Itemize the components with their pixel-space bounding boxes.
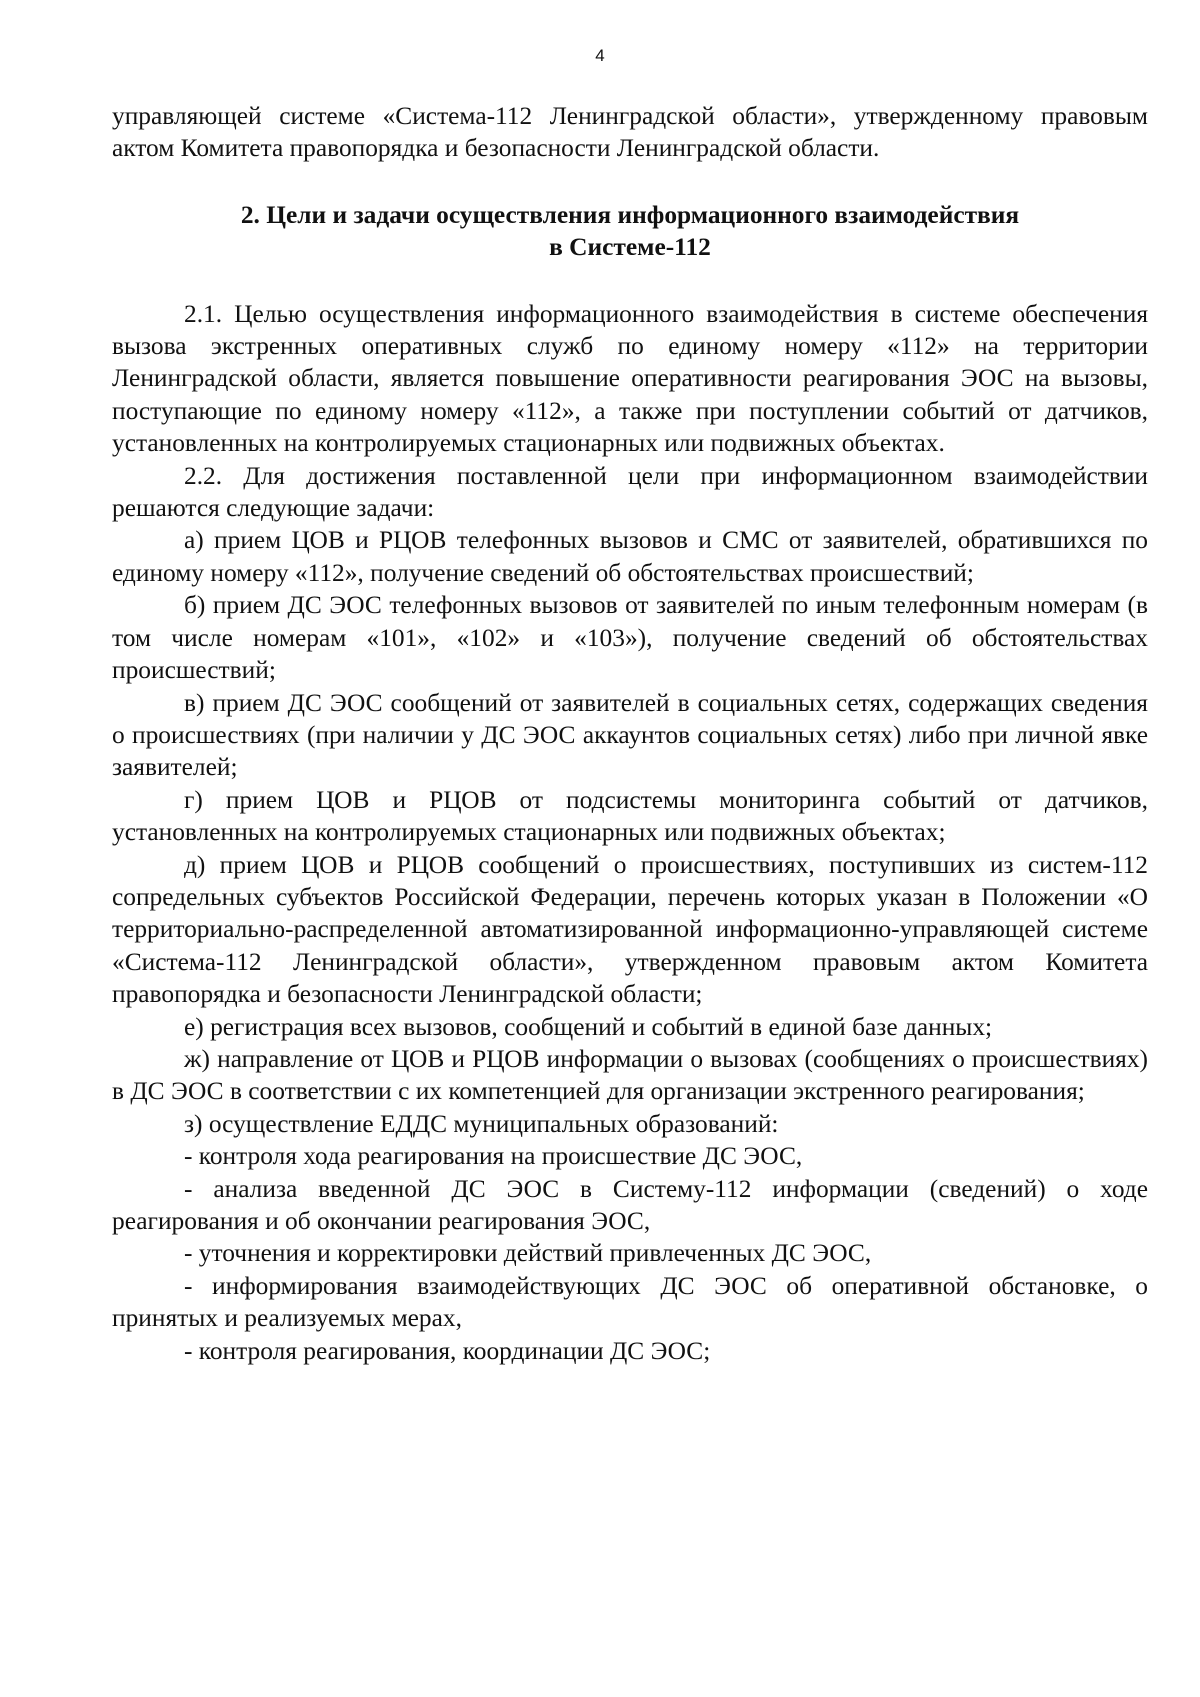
section-heading-line-1: 2. Цели и задачи осуществления информационного взаимодействия (240, 200, 1020, 229)
intro-paragraph: управляющей системе «Система-112 Ленинградской области», утвержденному правовым актом Комитета правопорядка и безопасности Ленинградской области. (112, 102, 1148, 163)
task-item-z: з) осуществление ЕДДС муниципальных образований: (184, 1109, 779, 1138)
section-heading (112, 199, 1148, 264)
subtask-item: - анализа введенной ДС ЭОС в Систему-112 информации (сведений) о ходе реагирования и об окончании реагирования ЭОС, (112, 1174, 1148, 1235)
subtask-item: - уточнения и корректировки действий привлеченных ДС ЭОС, (184, 1239, 872, 1268)
section-heading-line-2: в Системе-112 (549, 233, 711, 262)
subtask-item: - информирования взаимодействующих ДС ЭОС об оперативной обстановке, о принятых и реализуемых мерах, (112, 1271, 1148, 1333)
subtask-item: - контроля хода реагирования на происшествие ДС ЭОС, (184, 1142, 803, 1171)
paragraph-2-2: 2.2. Для достижения поставленной цели при информационном взаимодействии решаются следующие задачи: (112, 461, 1148, 523)
page-number: 4 (595, 46, 605, 65)
document-body (112, 100, 1148, 1367)
task-item-d: д) прием ЦОВ и РЦОВ сообщений о происшествиях, поступивших из систем-112 сопредельных субъектов Российской Федерации, перечень которых указан в Положении «О территориально-распределенной автоматизированной информационно-управляющей системе «Система-112 Ленинградской области», утвержденном правовым актом Комитета правопорядка и безопасности Ленинградской области; (112, 850, 1148, 1009)
task-item-a: а) прием ЦОВ и РЦОВ телефонных вызовов и СМС от заявителей, обратившихся по единому номеру «112», получение сведений об обстоятельствах происшествий; (112, 526, 1148, 587)
paragraph-2-1: 2.1. Целью осуществления информационного взаимодействия в системе обеспечения вызова экстренных оперативных служб по единому номеру «112» на территории Ленинградской области, является повышение оперативности реагирования ЭОС на вызовы, поступающие по единому номеру «112», а также при поступлении событий от датчиков, установленных на контролируемых стационарных или подвижных объектах. (112, 299, 1148, 458)
task-item-zh: ж) направление от ЦОВ и РЦОВ информации о вызовах (сообщениях о происшествиях) в ДС ЭОС в соответствии с их компетенцией для организации экстренного реагирования; (112, 1044, 1148, 1106)
subtask-item: - контроля реагирования, координации ДС ЭОС; (184, 1336, 711, 1365)
task-item-g: г) прием ЦОВ и РЦОВ от подсистемы мониторинга событий от датчиков, установленных на контролируемых стационарных или подвижных объектах; (112, 785, 1148, 847)
task-item-e: е) регистрация всех вызовов, сообщений и событий в единой базе данных; (184, 1012, 993, 1041)
task-item-b: б) прием ДС ЭОС телефонных вызовов от заявителей по иным телефонным номерам (в том числе номерам «101», «102» и «103»), получение сведений об обстоятельствах происшествий; (112, 591, 1148, 685)
task-item-v: в) прием ДС ЭОС сообщений от заявителей в социальных сетях, содержащих сведения о происшествиях (при наличии у ДС ЭОС аккаунтов социальных сетях) либо при личной явке заявителей; (112, 688, 1148, 782)
